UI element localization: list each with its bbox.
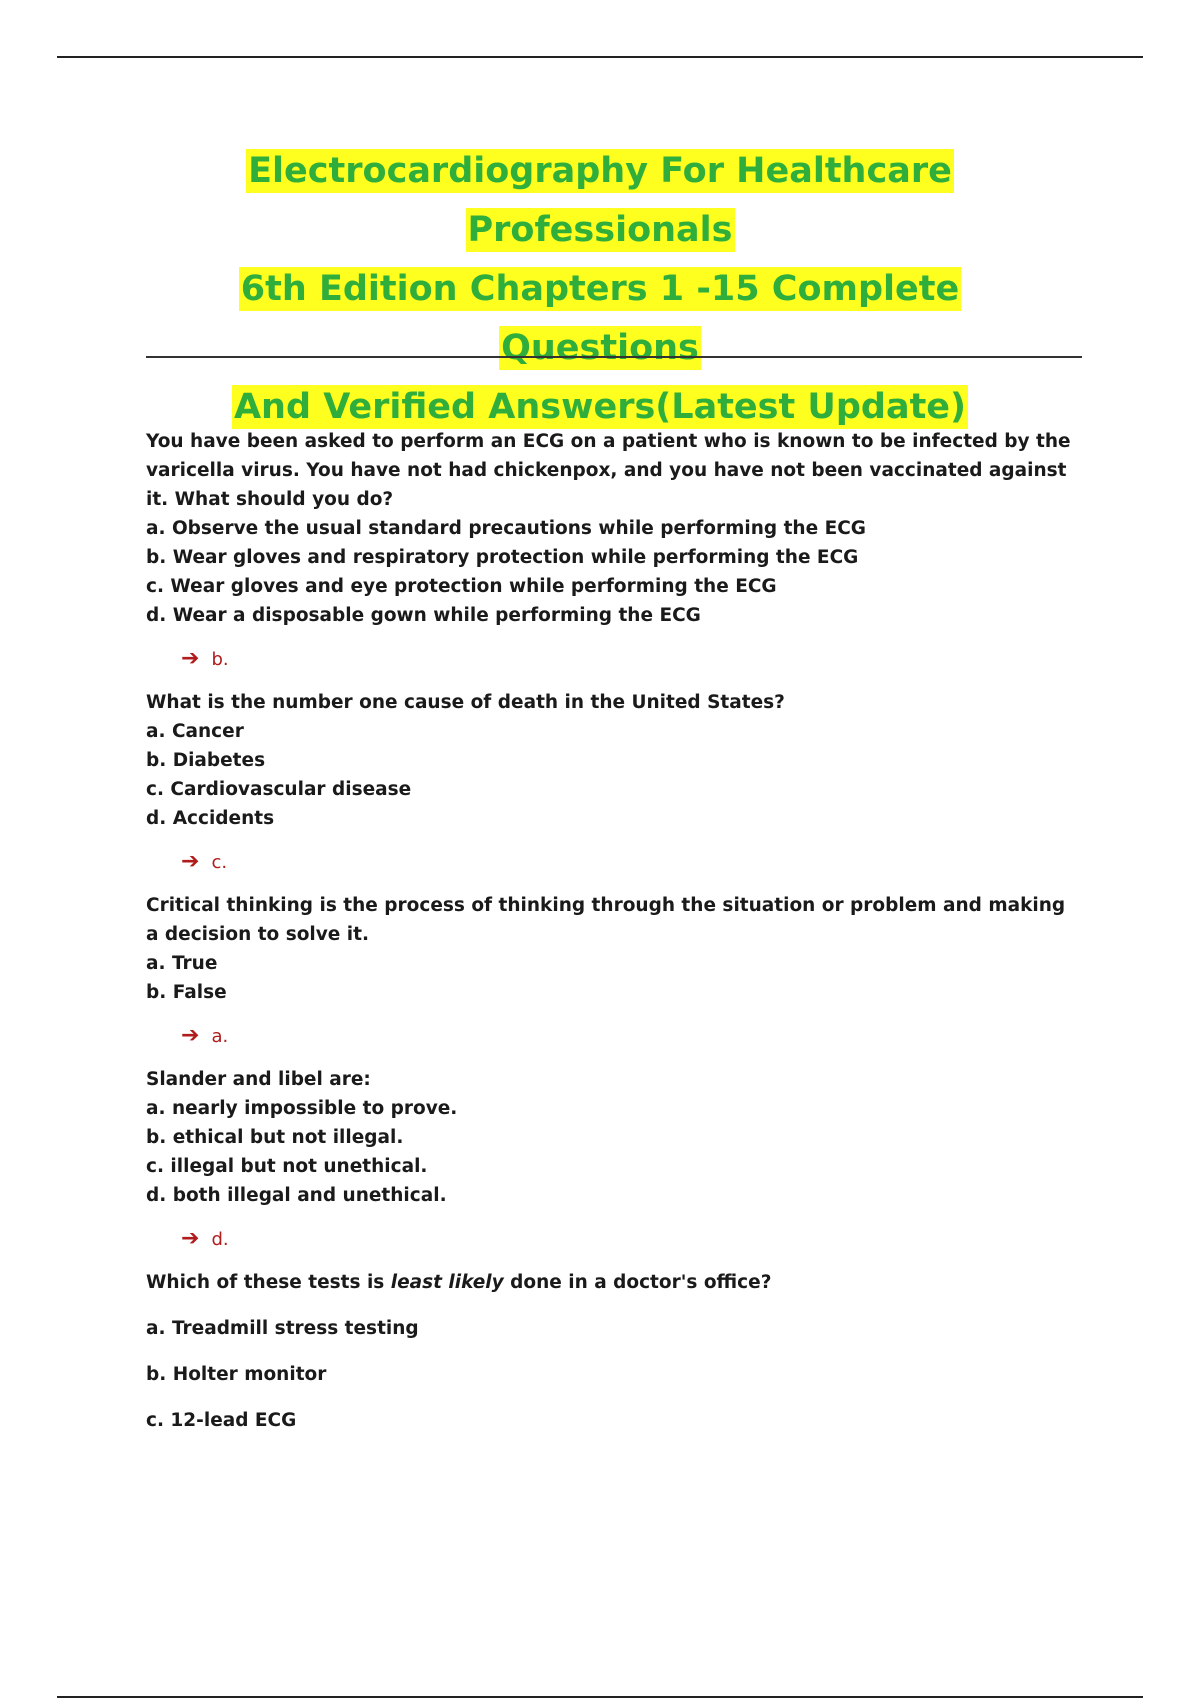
option-d: d. Wear a disposable gown while performing the ECG xyxy=(146,605,701,626)
option-c: c. Cardiovascular disease xyxy=(146,779,412,800)
option-a: a. Treadmill stress testing xyxy=(146,1318,419,1339)
question-text-start: Which of these tests is xyxy=(146,1272,391,1293)
arrow-right-icon: ➔ xyxy=(181,849,200,874)
option-d: d. Accidents xyxy=(146,808,275,829)
option-a: a. Observe the usual standard precautions while performing the ECG xyxy=(146,518,866,539)
question-text: Slander and libel are: xyxy=(146,1069,371,1090)
answer-letter: c. xyxy=(211,851,228,873)
title-separator xyxy=(146,356,1082,358)
arrow-right-icon: ➔ xyxy=(181,646,200,671)
answer-letter: d. xyxy=(211,1228,229,1250)
question-4 xyxy=(146,1065,1076,1254)
question-text xyxy=(146,1268,1076,1297)
answer-letter: a. xyxy=(211,1025,229,1047)
option-b: b. ethical but not illegal. xyxy=(146,1127,404,1148)
title-line-3: And Verified Answers(Latest Update) xyxy=(233,387,967,427)
document-title xyxy=(140,142,1060,437)
option-c: c. Wear gloves and eye protection while performing the ECG xyxy=(146,576,777,597)
option-b: b. Holter monitor xyxy=(146,1364,327,1385)
question-3 xyxy=(146,891,1076,1051)
top-rule xyxy=(57,56,1143,58)
option-a: a. nearly impossible to prove. xyxy=(146,1098,458,1119)
option-c: c. 12-lead ECG xyxy=(146,1410,297,1431)
answer xyxy=(181,847,1076,877)
question-text-emphasis: least likely xyxy=(390,1272,504,1293)
questions-list xyxy=(146,427,1076,1452)
answer-letter: b. xyxy=(211,648,229,670)
option-b: b. False xyxy=(146,982,227,1003)
answer xyxy=(181,644,1076,674)
question-2 xyxy=(146,688,1076,877)
option-d: d. both illegal and unethical. xyxy=(146,1185,447,1206)
option-b: b. Diabetes xyxy=(146,750,266,771)
arrow-right-icon: ➔ xyxy=(181,1023,200,1048)
option-b: b. Wear gloves and respiratory protection while performing the ECG xyxy=(146,547,859,568)
answer xyxy=(181,1224,1076,1254)
option-a: a. True xyxy=(146,953,218,974)
question-text: What is the number one cause of death in the United States? xyxy=(146,692,785,713)
question-text-end: done in a doctor's office? xyxy=(503,1272,772,1293)
title-line-1: Electrocardiography For Healthcare Professionals xyxy=(248,151,952,250)
arrow-right-icon: ➔ xyxy=(181,1226,200,1251)
answer xyxy=(181,1021,1076,1051)
title-line-2: 6th Edition Chapters 1 -15 Complete Questions xyxy=(240,269,960,368)
question-5 xyxy=(146,1268,1076,1435)
bottom-rule xyxy=(57,1696,1143,1698)
question-1 xyxy=(146,427,1076,674)
option-c: c. illegal but not unethical. xyxy=(146,1156,428,1177)
question-text: You have been asked to perform an ECG on a patient who is known to be infected by the varicella virus. You have not had chickenpox, and you have not been vaccinated against it. What should you do? xyxy=(146,431,1071,510)
question-text: Critical thinking is the process of thinking through the situation or problem and making a decision to solve it. xyxy=(146,895,1066,945)
option-a: a. Cancer xyxy=(146,721,244,742)
